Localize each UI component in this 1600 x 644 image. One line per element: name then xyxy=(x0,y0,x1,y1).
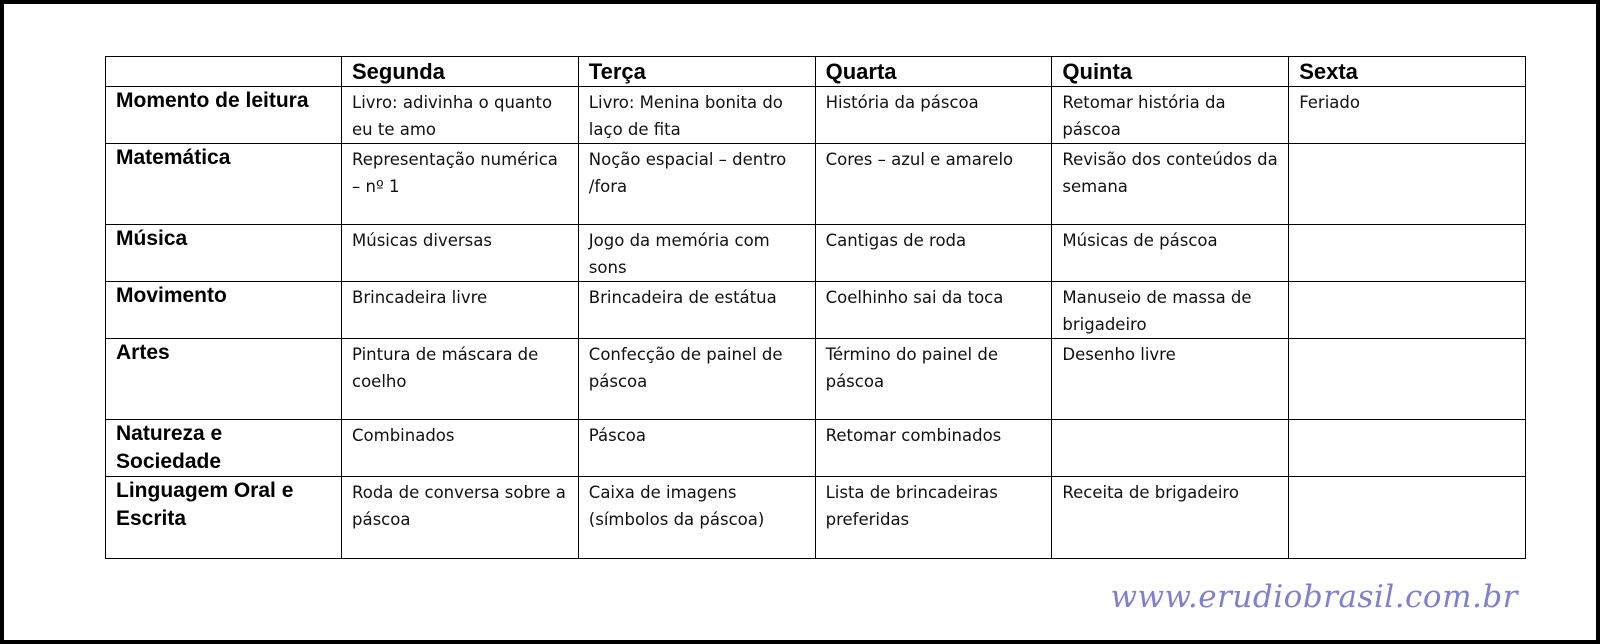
table-row xyxy=(106,282,1526,339)
day-header-sexta: Sexta xyxy=(1289,57,1526,87)
table-cell: Confecção de painel de páscoa xyxy=(578,339,815,420)
subject-label: Artes xyxy=(106,339,342,420)
table-cell: Páscoa xyxy=(578,420,815,477)
subject-label: Momento de leitura xyxy=(106,87,342,144)
weekly-schedule-table xyxy=(105,56,1526,559)
table-row xyxy=(106,225,1526,282)
table-cell: Feriado xyxy=(1289,87,1526,144)
table-cell: Retomar combinados xyxy=(815,420,1052,477)
subject-label: Matemática xyxy=(106,144,342,225)
table-cell: Roda de conversa sobre a páscoa xyxy=(342,477,579,559)
table-cell: Término do painel de páscoa xyxy=(815,339,1052,420)
table-cell: Cores – azul e amarelo xyxy=(815,144,1052,225)
day-header-terca: Terça xyxy=(578,57,815,87)
day-header-quinta: Quinta xyxy=(1052,57,1289,87)
table-cell: Músicas diversas xyxy=(342,225,579,282)
corner-cell xyxy=(106,57,342,87)
table-cell: Revisão dos conteúdos da semana xyxy=(1052,144,1289,225)
table-cell: Lista de brincadeiras preferidas xyxy=(815,477,1052,559)
table-cell: Representação numérica – nº 1 xyxy=(342,144,579,225)
day-header-segunda: Segunda xyxy=(342,57,579,87)
table-cell: Receita de brigadeiro xyxy=(1052,477,1289,559)
table-cell: Brincadeira de estátua xyxy=(578,282,815,339)
table-cell: Manuseio de massa de brigadeiro xyxy=(1052,282,1289,339)
day-header-quarta: Quarta xyxy=(815,57,1052,87)
table-row xyxy=(106,420,1526,477)
table-cell: Noção espacial – dentro /fora xyxy=(578,144,815,225)
table-cell: Livro: adivinha o quanto eu te amo xyxy=(342,87,579,144)
subject-label: Música xyxy=(106,225,342,282)
header-row xyxy=(106,57,1526,87)
table-row xyxy=(106,144,1526,225)
table-cell: Músicas de páscoa xyxy=(1052,225,1289,282)
table-cell xyxy=(1289,420,1526,477)
table-cell: Combinados xyxy=(342,420,579,477)
table-cell: Pintura de máscara de coelho xyxy=(342,339,579,420)
table-cell xyxy=(1289,339,1526,420)
table-cell xyxy=(1052,420,1289,477)
table-cell: Jogo da memória com sons xyxy=(578,225,815,282)
table-cell: Brincadeira livre xyxy=(342,282,579,339)
subject-label: Movimento xyxy=(106,282,342,339)
table-cell xyxy=(1289,477,1526,559)
table-cell xyxy=(1289,144,1526,225)
table-cell: Cantigas de roda xyxy=(815,225,1052,282)
table-cell: Caixa de imagens (símbolos da páscoa) xyxy=(578,477,815,559)
table-row xyxy=(106,339,1526,420)
watermark-url: www.erudiobrasil.com.br xyxy=(1110,579,1518,615)
table-cell: Coelhinho sai da toca xyxy=(815,282,1052,339)
table-cell: Desenho livre xyxy=(1052,339,1289,420)
table-cell xyxy=(1289,225,1526,282)
table-row xyxy=(106,87,1526,144)
table-cell: Retomar história da páscoa xyxy=(1052,87,1289,144)
table-cell: Livro: Menina bonita do laço de fita xyxy=(578,87,815,144)
subject-label: Linguagem Oral e Escrita xyxy=(106,477,342,559)
table-row xyxy=(106,477,1526,559)
table-cell: História da páscoa xyxy=(815,87,1052,144)
table-cell xyxy=(1289,282,1526,339)
subject-label: Natureza e Sociedade xyxy=(106,420,342,477)
